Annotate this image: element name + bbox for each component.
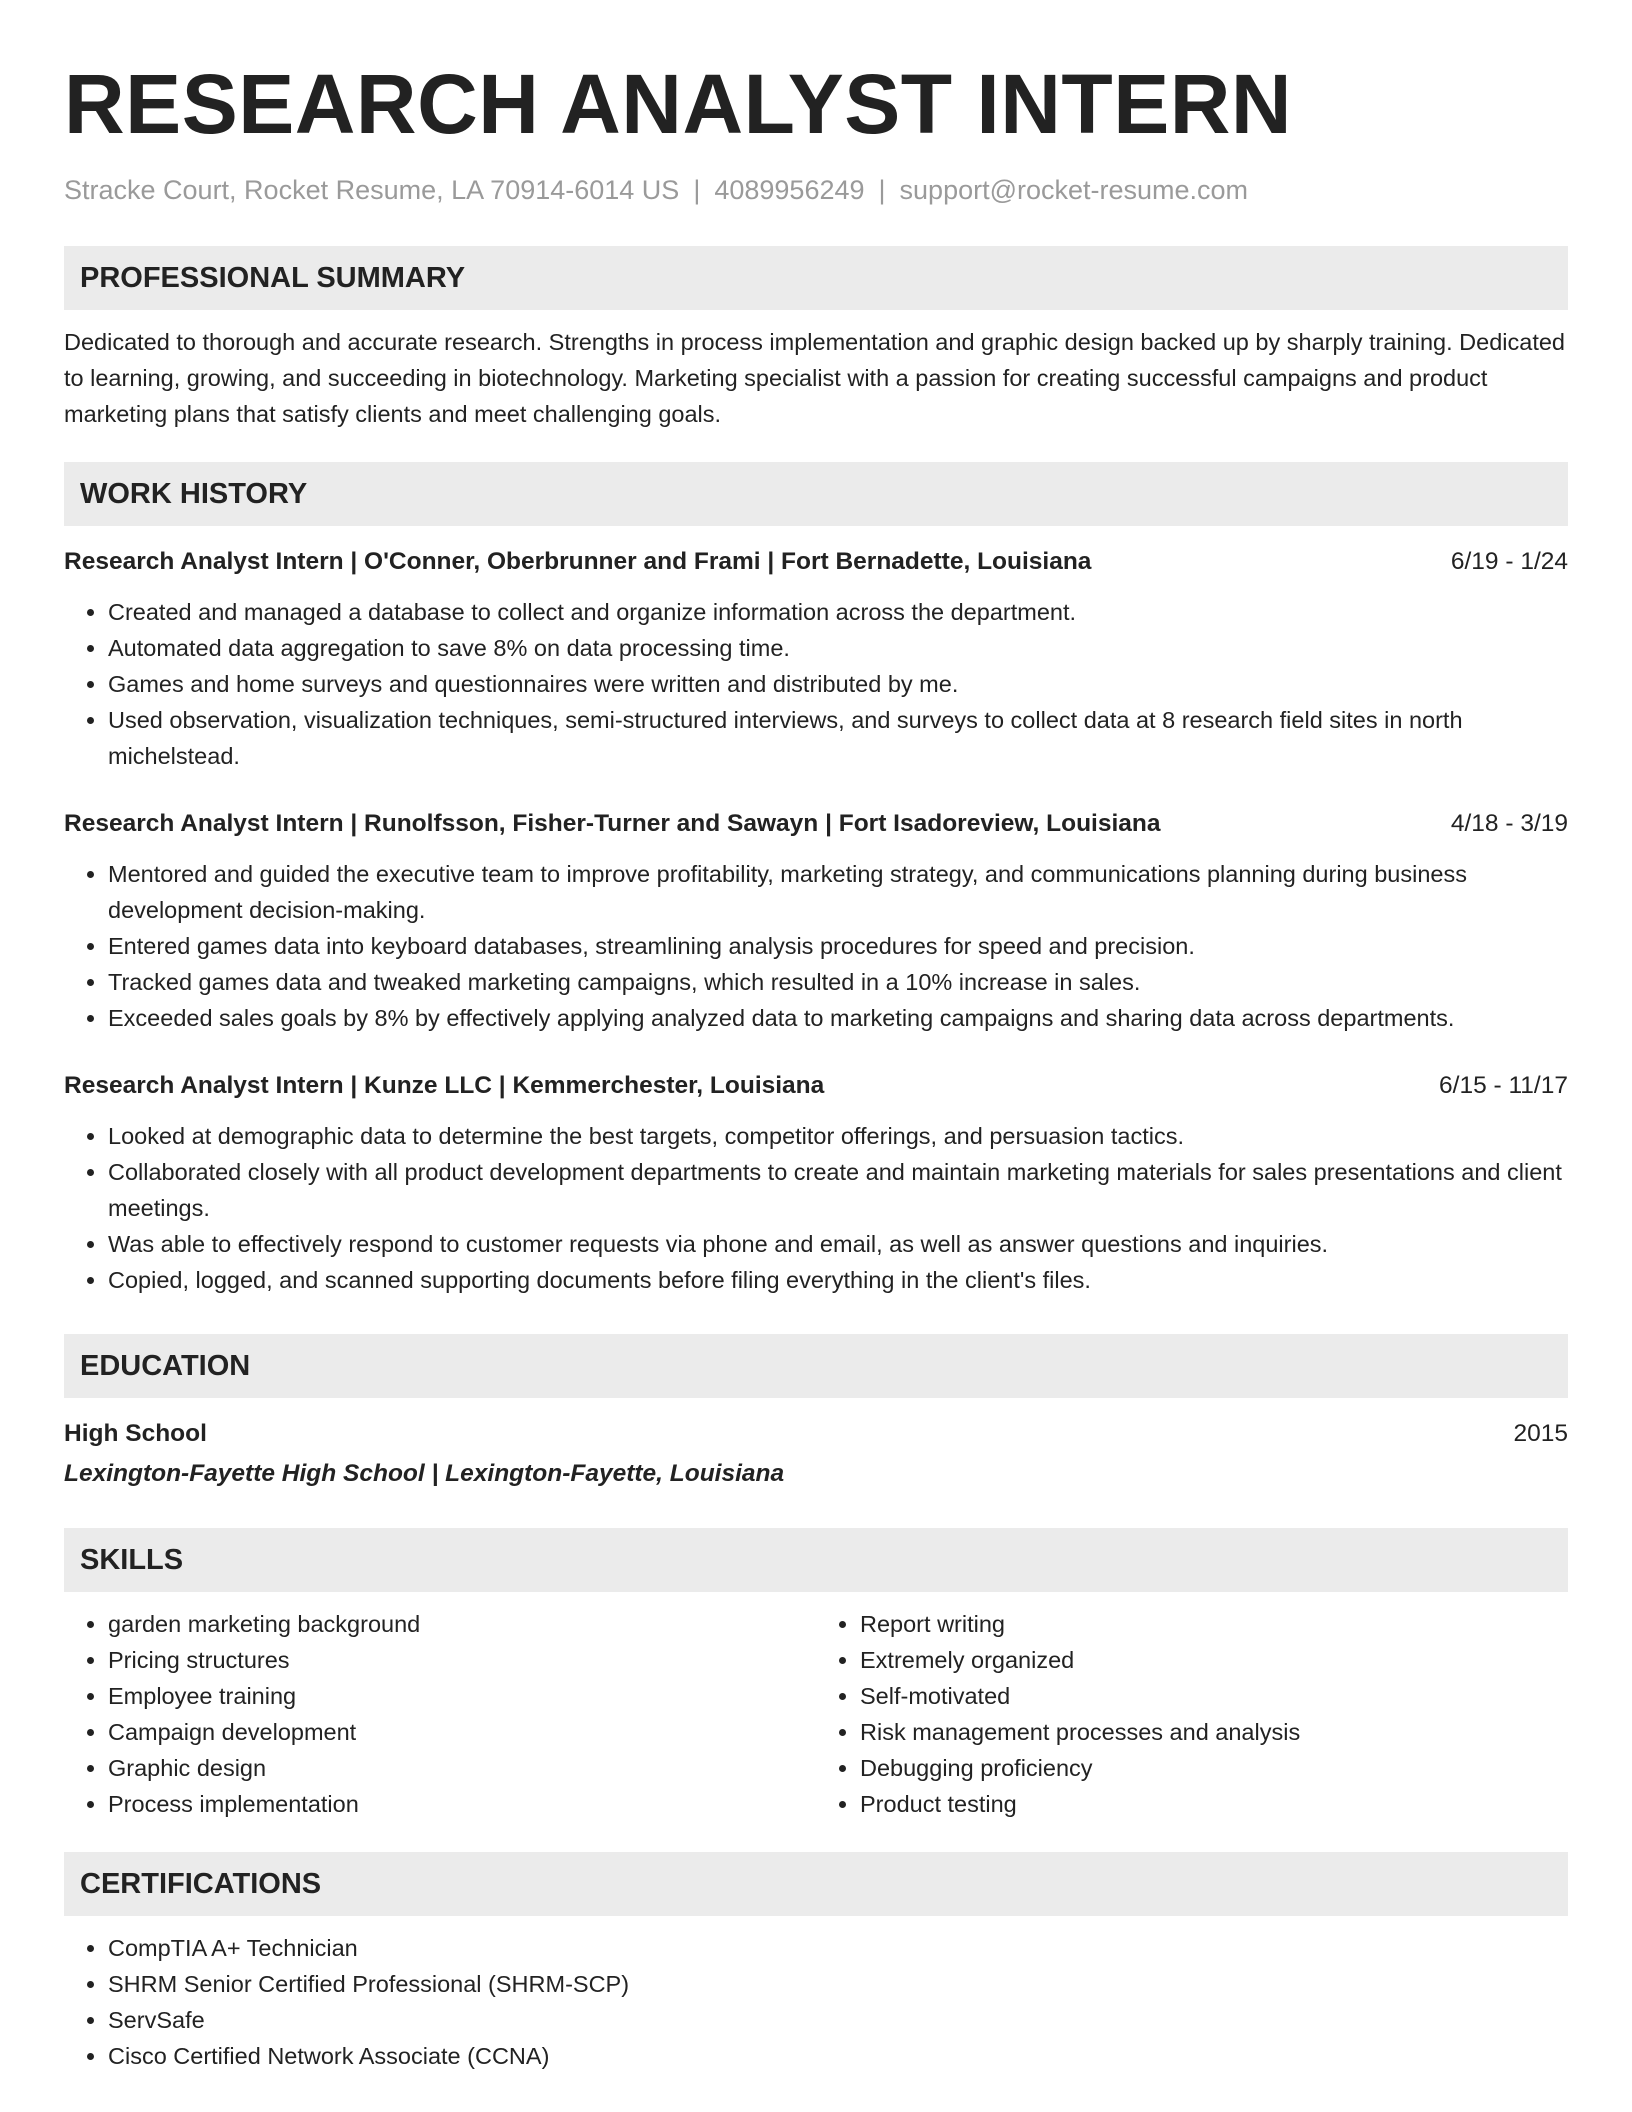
section-header-education: EDUCATION	[64, 1334, 1568, 1398]
job-title: Research Analyst Intern | O'Conner, Oberbrunner and Frami | Fort Bernadette, Louisiana	[64, 548, 1092, 575]
job-title-line	[64, 806, 1568, 842]
summary-text: Dedicated to thorough and accurate research. Strengths in process implementation and graphic design backed up by sharply training. Dedicated to learning, growing, and succeeding in biotechnology. Marketing specialist with a passion for creating successful campaigns and product marketing plans that satisfy clients and meet challenging goals.	[64, 329, 1565, 427]
contact-separator: |	[693, 175, 701, 205]
job-bullet: • Collaborated closely with all product development departments to create and maintain marketing materials for sales presentations and client meetings.	[108, 1154, 1568, 1226]
job-title-line	[64, 1068, 1568, 1104]
job-entry	[64, 806, 1568, 1036]
section-header-summary: PROFESSIONAL SUMMARY	[64, 246, 1568, 310]
skills-list-right	[816, 1606, 1568, 1822]
job-bullet: • Mentored and guided the executive team to improve profitability, marketing strategy, and communications planning during business development decision-making.	[108, 856, 1568, 928]
job-bullets	[64, 856, 1568, 1036]
job-bullets	[64, 1118, 1568, 1298]
job-bullet: • Looked at demographic data to determine the best targets, competitor offerings, and persuasion tactics.	[108, 1118, 1568, 1154]
skill-item: • Report writing	[860, 1606, 1568, 1642]
job-bullet: • Used observation, visualization techniques, semi-structured interviews, and surveys to collect data at 8 research field sites in north michelstead.	[108, 702, 1568, 774]
certification-item: • CompTIA A+ Technician	[108, 1930, 1568, 1966]
skill-item: • Debugging proficiency	[860, 1750, 1568, 1786]
certifications-list	[64, 1930, 1568, 2074]
skill-item: • Process implementation	[108, 1786, 816, 1822]
resume-title: RESEARCH ANALYST INTERN	[64, 57, 1293, 151]
job-dates: 6/15 - 11/17	[1439, 1072, 1568, 1099]
job-entry	[64, 1068, 1568, 1298]
skill-item: • Pricing structures	[108, 1642, 816, 1678]
contact-email: support@rocket-resume.com	[899, 175, 1249, 205]
job-dates: 4/18 - 3/19	[1450, 810, 1568, 837]
contact-address: Stracke Court, Rocket Resume, LA 70914-6014 US	[64, 175, 680, 205]
education-school: Lexington-Fayette High School | Lexington-Fayette, Louisiana	[64, 1460, 785, 1487]
skill-item: • Risk management processes and analysis	[860, 1714, 1568, 1750]
job-bullet: • Games and home surveys and questionnaires were written and distributed by me.	[108, 666, 1568, 702]
section-header-skills: SKILLS	[64, 1528, 1568, 1592]
job-title: Research Analyst Intern | Runolfsson, Fisher-Turner and Sawayn | Fort Isadoreview, Louisiana	[64, 810, 1161, 837]
skill-item: • Employee training	[108, 1678, 816, 1714]
certification-item: • ServSafe	[108, 2002, 1568, 2038]
job-title-line	[64, 544, 1568, 580]
contact-line	[64, 172, 1568, 208]
job-bullet: • Copied, logged, and scanned supporting documents before filing everything in the client's files.	[108, 1262, 1568, 1298]
skill-item: • Extremely organized	[860, 1642, 1568, 1678]
skill-item: • Product testing	[860, 1786, 1568, 1822]
job-entry	[64, 544, 1568, 774]
section-header-certifications: CERTIFICATIONS	[64, 1852, 1568, 1916]
contact-phone: 4089956249	[714, 175, 865, 205]
contact-separator: |	[878, 175, 886, 205]
section-header-work-history: WORK HISTORY	[64, 462, 1568, 526]
education-year: 2015	[1513, 1420, 1568, 1447]
skill-item: • Self-motivated	[860, 1678, 1568, 1714]
job-bullets	[64, 594, 1568, 774]
resume-page	[64, 0, 1568, 2074]
job-bullet: • Created and managed a database to collect and organize information across the department.	[108, 594, 1568, 630]
job-title: Research Analyst Intern | Kunze LLC | Kemmerchester, Louisiana	[64, 1072, 825, 1099]
skill-item: • Campaign development	[108, 1714, 816, 1750]
education-line	[64, 1416, 1568, 1452]
skill-item: • Graphic design	[108, 1750, 816, 1786]
certification-item: • SHRM Senior Certified Professional (SHRM-SCP)	[108, 1966, 1568, 2002]
job-dates: 6/19 - 1/24	[1450, 548, 1568, 575]
job-bullet: • Tracked games data and tweaked marketing campaigns, which resulted in a 10% increase in sales.	[108, 964, 1568, 1000]
skills-columns	[64, 1606, 1568, 1822]
education-degree: High School	[64, 1420, 207, 1447]
job-bullet: • Automated data aggregation to save 8% on data processing time.	[108, 630, 1568, 666]
job-bullet: • Entered games data into keyboard databases, streamlining analysis procedures for speed and precision.	[108, 928, 1568, 964]
skill-item: • garden marketing background	[108, 1606, 816, 1642]
skills-list-left	[64, 1606, 816, 1822]
job-bullet: • Was able to effectively respond to customer requests via phone and email, as well as answer questions and inquiries.	[108, 1226, 1568, 1262]
certification-item: • Cisco Certified Network Associate (CCNA)	[108, 2038, 1568, 2074]
job-bullet: • Exceeded sales goals by 8% by effectively applying analyzed data to marketing campaigns and sharing data across departments.	[108, 1000, 1568, 1036]
